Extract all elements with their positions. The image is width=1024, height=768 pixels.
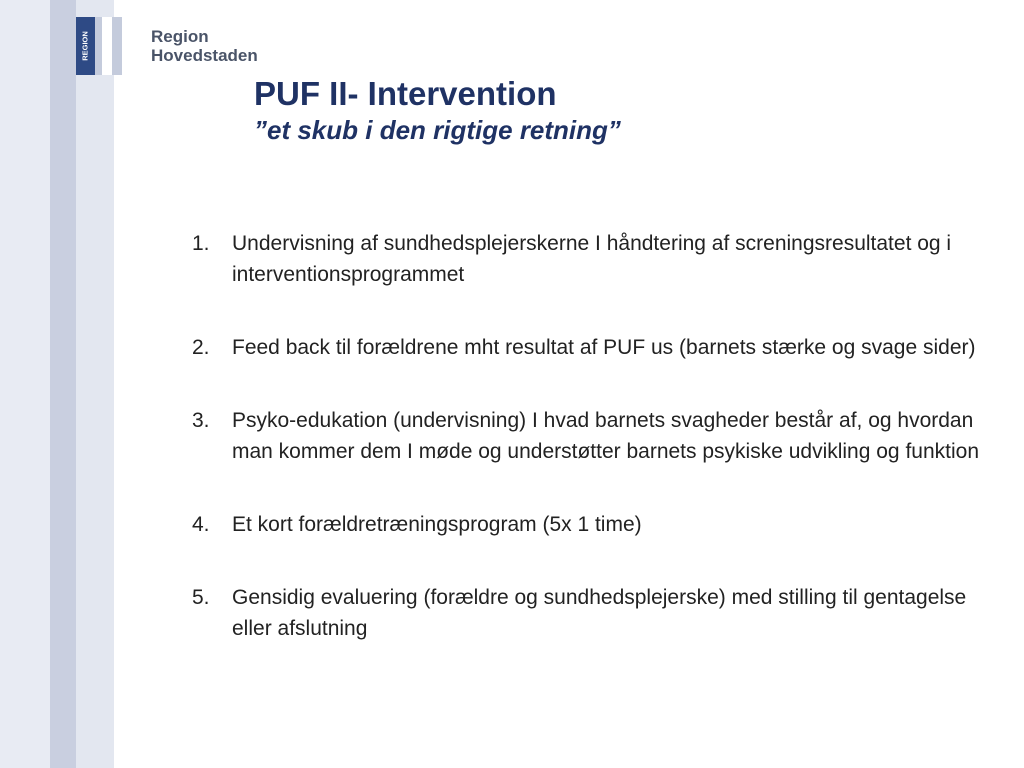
slide-title (254, 74, 621, 146)
list-item (192, 509, 1007, 540)
logo-badge-text: REGION (80, 31, 90, 61)
title-main: PUF II- Intervention (254, 75, 557, 112)
list-item-number: 1. (192, 232, 210, 255)
list-item (192, 405, 1007, 467)
list-item-text: Feed back til forældrene mht resultat af PUF us (barnets stærke og svage sider) (232, 336, 976, 359)
list-item-number: 2. (192, 336, 210, 359)
list-item-text: Undervisning af sundhedsplejerskerne I håndtering af screningsresultatet og i interventionsprogrammet (232, 232, 952, 286)
list-item-number: 4. (192, 513, 210, 536)
logo-name-line1: Region (151, 27, 209, 46)
left-stripe-light (0, 0, 50, 768)
list-item (192, 582, 1007, 644)
list-item-text: Psyko-edukation (undervisning) I hvad barnets svagheder består af, og hvordan man kommer dem I møde og understøtter barnets psykiske udvikling og funktion (232, 409, 979, 463)
left-stripe-medium (76, 0, 114, 768)
list-item-number: 3. (192, 409, 210, 432)
list-item-text: Gensidig evaluering (forældre og sundhedsplejerske) med stilling til gentagelse eller afslutning (232, 586, 967, 640)
region-logo-icon (76, 17, 134, 75)
title-subtitle: ”et skub i den rigtige retning” (254, 115, 621, 145)
logo-name (151, 27, 258, 65)
list-item (192, 228, 1007, 290)
list-item-text: Et kort forældretræningsprogram (5x 1 time) (232, 513, 642, 536)
list-item (192, 332, 1007, 363)
numbered-list (192, 228, 1007, 686)
logo-name-line2: Hovedstaden (151, 46, 258, 65)
list-item-number: 5. (192, 586, 210, 609)
left-stripe-dark (50, 0, 76, 768)
